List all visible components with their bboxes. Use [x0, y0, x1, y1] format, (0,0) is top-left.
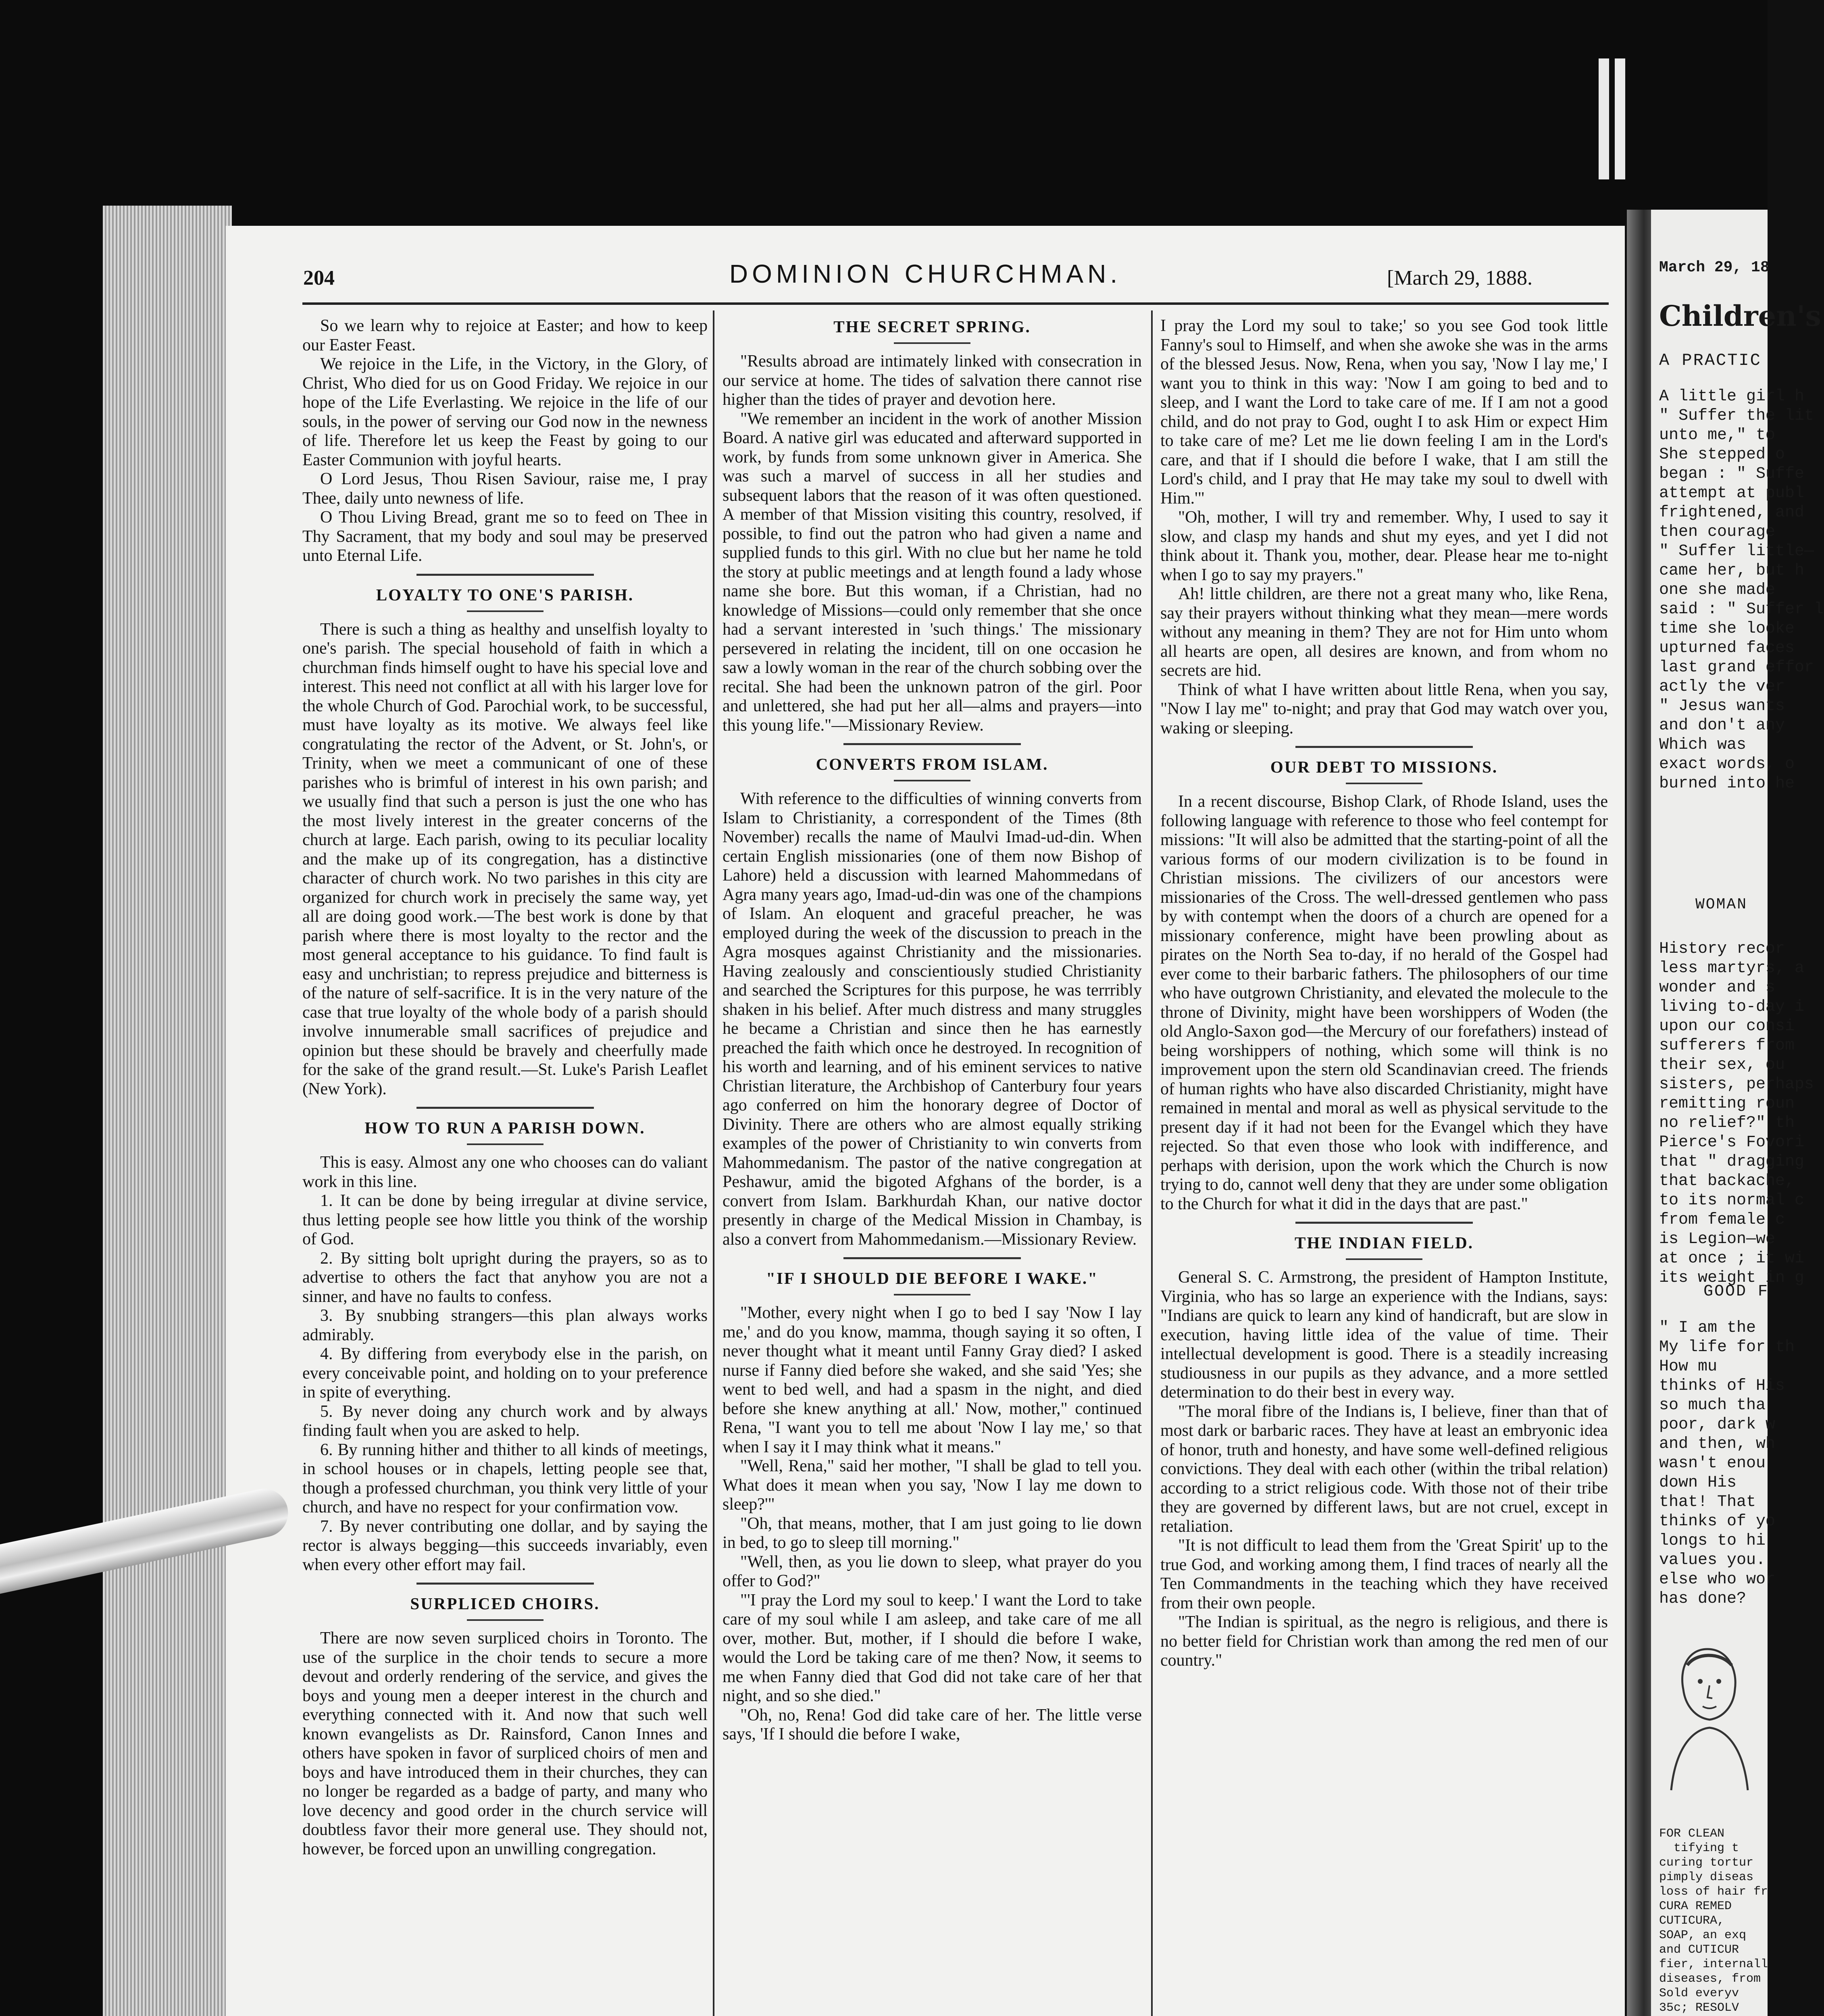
- facing-page-subheading: A PRACTIC: [1659, 351, 1762, 370]
- loyalty-paragraph: There is such a thing as healthy and unselfish loyalty to one's parish. The special household of faith in which a churchman finds himself ought to have his special love and interest. This need not conflict at all with his larger love for the whole Church of God. Parochial work, to be successful, must have loyalty as its motive. We always feel like congratulating the rector of the Advent, or St. John's, or Trinity, when we meet a communicant of one of these parishes who is brimful of interest in his own parish; and we usually find that such a person is just the one who has the most lively interest in the greater concerns of the church at large. Each parish, owing to its peculiar locality and the make up of its congregation, has a distinctive character of church work. No two parishes in this city are organized for church work in precisely the same way, yet all are doing good work.—The best work is done by that parish where there is most loyalty to the rector and the most general acceptance to his guidance. To find fault is easy and unchristian; to repress prejudice and bitterness is of the nature of self-sacrifice. It is in the very nature of the case that true loyalty of the whole body of a parish should involve innumerable small sacrifices of prejudice and opinion but these should be bravely and cheerfully made for the sake of the grand result.—St. Luke's Parish Leaflet (New York).: [302, 620, 708, 1098]
- parish-down-item: 7. By never contributing one dollar, and by saying the rector is always begging—this succeeds invariably, even when every other effort may fail.: [302, 1517, 708, 1574]
- facing-page-heading: GOOD F: [1703, 1283, 1769, 1301]
- loyalty-heading: LOYALTY TO ONE'S PARISH.: [376, 585, 634, 604]
- heading-rule: [894, 1294, 970, 1295]
- choirs-paragraph: There are now seven surpliced choirs in Toronto. The use of the surplice in the choir tends to secure a more devout and orderly rendering of the service, and gives the boys and young men a deeper interest in the church and everything connected with it. And now that such well known evangelists as Dr. Rainsford, Canon Innes and others have spoken in favor of surpliced choirs of men and boys and have introduced them in their churches, they can no longer be regarded as a badge of party, and many who love decency and good order in the church service will doubtless favor their more general use. They should not, however, be forced upon an unwilling congregation.: [302, 1629, 708, 1858]
- wake-paragraph: "Oh, no, Rena! God did take care of her. The little verse says, 'If I should die before I wake,: [723, 1706, 1142, 1743]
- parish-down-item: 3. By snubbing strangers—this plan always works admirably.: [302, 1306, 708, 1344]
- wake-paragraph: "Well, Rena," said her mother, "I shall be glad to tell you. What does it mean when you say, 'Now I lay me down to sleep?'": [723, 1457, 1142, 1514]
- wake-continued-paragraph: Ah! little children, are there not a great many who, like Rena, say their prayers without thinking what they mean—mere words without any meaning in them? They are not for Him unto whom all hearts are open, all desires are known, and from whom no secrets are hid.: [1160, 585, 1608, 680]
- section-rule: [416, 1107, 594, 1109]
- facing-page-text: " I am the My life for th How mu thinks of His so much tha poor, dark w and then, wh wasn't enou down His that! That thinks of yo longs to hi values you. else who wor has done?: [1659, 1319, 1795, 1608]
- facing-page-heading: WOMAN: [1695, 896, 1748, 913]
- debt-paragraph: In a recent discourse, Bishop Clark, of Rhode Island, uses the following language with reference to those who feel contempt for missions: "It will also be admitted that the starting-point of all the various forms of our modern civilization is to be found in Christian missions. The civilizers of our ancestors were missionaries of the Cross. The well-dressed gentlemen who pass by with contempt when the doors of a church are opened for a missionary conference, might have been prowling about as pirates on the North Sea to-day, if no herald of the Gospel had ever come to their barbaric fathers. The philosophers of our time who have outgrown Christianity, and elevated the molecule to the throne of Divinity, might have been worshippers of Woden (the old Anglo-Saxon god—the Mercury of our forefathers) instead of being worshippers of nothing, which some will think is no improvement upon the stern old Scandinavian creed. The friends of human rights who have also discarded Christianity, might have remained in mental and moral as well as physical servitude to the present day if it had not been for the Evangel which they have rejected. So that even those who look with indifference, and perhaps with derision, upon the work which the Church is now trying to do, cannot well deny that they are under some obligation to the Church for what it did in the days that are past.": [1160, 792, 1608, 1213]
- heading-rule: [467, 1619, 543, 1621]
- parish-down-item: 1. It can be done by being irregular at divine service, thus letting people see how little you think of the worship of God.: [302, 1191, 708, 1248]
- wake-continued-paragraph: I pray the Lord my soul to take;' so you see God took little Fanny's soul to Himself, and when she awoke she was in the arms of the blessed Jesus. Now, Rena, when you say, 'Now I lay me,' I want you to think in this way: 'Now I am going to bed and to sleep, and I want the Lord to take care of me. If I am not a good child, and do not pray to God, ought I to ask Him or expect Him to take care of me? Let me lie down feeling I am in the Lord's care, and that if I should die before I wake, that I am still the Lord's child, and I pray that He may take my soul to dwell with Him.'": [1160, 317, 1608, 508]
- indian-field-paragraph: "The moral fibre of the Indians is, I believe, finer than that of most dark or barbaric races. They have at least an embryonic idea of honor, truth and honesty, and have some well-defined religious convictions. They deal with each other (within the tribal relation) according to a strict religious code. With those not of their tribe they are governed by different laws, but are not cruel, except in retaliation.: [1160, 1402, 1608, 1536]
- facing-page-advertisement: FOR CLEAN tifying t curing tortur pimply diseas loss of hair fr CURA REMED CUTICURA, SOAP, an exq and CUTICUR fier, internall diseases, from Sold everyv 35c; RESOLV: [1659, 1827, 1768, 2015]
- portrait-illustration: [1663, 1637, 1764, 1790]
- indian-field-paragraph: "It is not difficult to lead them from the 'Great Spirit' up to the true God, and working among them, I find traces of nearly all the Ten Commandments in the teaching which they have received from their own people.: [1160, 1536, 1608, 1612]
- facing-page: [1651, 210, 1824, 2016]
- wake-continued-paragraph: "Oh, mother, I will try and remember. Why, I used to say it slow, and clasp my hands and shut my eyes, and yet I did not think about it. Thank you, mother, dear. Please hear me to-night when I go to say my prayers.": [1160, 508, 1608, 584]
- wake-continued-paragraph: Think of what I have written about little Rena, when you say, "Now I lay me" to-night; and pray that God may watch over you, waking or sleeping.: [1160, 680, 1608, 737]
- islam-heading: CONVERTS FROM ISLAM.: [816, 755, 1049, 773]
- binding-mark: [1615, 58, 1625, 179]
- column-rule: [713, 310, 714, 2016]
- facing-page-date: March 29, 18: [1659, 259, 1770, 276]
- easter-paragraph: We rejoice in the Life, in the Victory, in the Glory, of Christ, Who died for us on Good Friday. We rejoice in our hope of the Life Everlasting. We rejoice in the life of our souls, in the power of serving our God now in the newness of life. Therefore let us keep the Feast by going to our Easter Communion with joyful hearts.: [302, 355, 708, 469]
- parish-down-paragraph: This is easy. Almost any one who chooses can do valiant work in this line.: [302, 1153, 708, 1191]
- heading-rule: [894, 780, 970, 781]
- column-2: [723, 317, 1142, 2016]
- newspaper-page: [226, 226, 1625, 2016]
- facing-page-text: A little girl h " Suffer the lit unto me," to She stepped o began : " Suffe attempt at publ frightened, and then courage " Suffer little— came her, but h one she made said : " Suffer l time she looke upturned faces last grand effor actly the ver " Jesus wants and don't any Which was exact words, o burned into he: [1659, 387, 1824, 793]
- parish-down-item: 6. By running hither and thither to all kinds of meetings, in school houses or in chapels, letting people see that, though a professed churchman, you think very little of your church, and have no respect for your confirmation vow.: [302, 1440, 708, 1516]
- facing-page-title: Children's: [1659, 299, 1821, 333]
- secret-spring-heading: THE SECRET SPRING.: [833, 317, 1031, 336]
- heading-rule: [467, 610, 543, 612]
- section-rule: [416, 574, 594, 576]
- heading-rule: [1346, 1258, 1422, 1260]
- parish-down-item: 2. By sitting bolt upright during the prayers, so as to advertise to others the fact that anyhow you are not a sinner, and have no faults to confess.: [302, 1249, 708, 1306]
- heading-rule: [894, 342, 970, 344]
- indian-field-paragraph: General S. C. Armstrong, the president of Hampton Institute, Virginia, who has so large an experience with the Indians, says: "Indians are quick to learn any kind of handicraft, but are slow in execution, having little idea of the value of time. Their intellectual development is good. There is a steadily increasing studiousness in our pupils as they advance, and a more settled determination to do their best in every way.: [1160, 1268, 1608, 1402]
- wake-paragraph: "Oh, that means, mother, that I am just going to lie down in bed, to go to sleep till morning.": [723, 1514, 1142, 1552]
- wake-paragraph: "Well, then, as you lie down to sleep, what prayer do you offer to God?": [723, 1552, 1142, 1590]
- secret-spring-paragraph: "Results abroad are intimately linked with consecration in our service at home. The tides of salvation there cannot rise higher than the tides of prayer and devotion here.: [723, 352, 1142, 409]
- section-rule: [843, 743, 1021, 745]
- secret-spring-paragraph: "We remember an incident in the work of another Mission Board. A native girl was educated and afterward supported in work, by funds from some unknown giver in America. She was such a marvel of success in all her studies and subsequent labors that the reason of it was often questioned. A member of that Mission visiting this country, resolved, if possible, to find out the patron who had given a name and supplied funds to this girl. With no clue but her name he told the story at public meetings and at length found a lady whose name she bore. But this woman, if a Christian, had no knowledge of Missions—could only remember that she once had a servant interested in 'such things.' The missionary persevered in relating the incident, till on one occasion he saw a lowly woman in the rear of the church sobbing over the recital. She had been the unknown patron of the girl. Poor and unlettered, she had put her all—alms and prayers—into this young life."—Missionary Review.: [723, 409, 1142, 735]
- section-rule: [1295, 1222, 1473, 1224]
- easter-prayer: O Thou Living Bread, grant me so to feed on Thee in Thy Sacrament, that my body and soul may be preserved unto Eternal Life.: [302, 508, 708, 565]
- wake-paragraph: "Mother, every night when I go to bed I say 'Now I lay me,' and do you know, mamma, though saying it so often, I never thought what it meant until Fanny Gray died? I asked nurse if Fanny died before she waked, and she said 'Yes; she went to bed well, and had a spasm in the night, and died before she knew anything at all.' Now, mother," continued Rena, "I want you to tell me about 'Now I lay me,' so that when I say it I may think what it means.": [723, 1304, 1142, 1456]
- column-3: [1160, 317, 1608, 2016]
- section-rule: [1295, 746, 1473, 748]
- section-rule: [416, 1583, 594, 1585]
- column-rule: [1151, 310, 1153, 2016]
- section-rule: [843, 1257, 1021, 1259]
- islam-paragraph: With reference to the difficulties of winning converts from Islam to Christianity, a correspondent of the Times (8th November) recalls the name of Maulvi Imad-ud-din. When certain English missionaries (one of them now Bishop of Lahore) held a discussion with learned Mahommedans of Agra many years ago, Imad-ud-din was one of the champions of Islam. An eloquent and graceful preacher, he was employed during the week of the discussion to preach in the Agra mosques against Christianity and the missionaries. Having zealously and conscientiously studied Christianity and searched the Scriptures for this purpose, he was terrribly shaken in his belief. After much distress and many struggles he became a Christian and since then he has earnestly preached the faith which once he destroyed. In recognition of his worth and learning, and of his eminent services to native Christian literature, the Archbishop of Canterbury four years ago conferred on him the honorary degree of Doctor of Divinity. There are others who are almost equally striking examples of the power of Christianity to win converts from Mahommedanism. The pastor of the native congregation at Peshawur, amid the bigoted Afghans of the border, is a convert from Islam. Barkhurdah Khan, our native doctor presently in charge of the Medical Mission in Chambay, is also a convert from Mahommedanism.—Missionary Review.: [723, 789, 1142, 1249]
- easter-paragraph: So we learn why to rejoice at Easter; and how to keep our Easter Feast.: [302, 317, 708, 354]
- book-page-edges: [103, 206, 232, 2016]
- heading-rule: [1346, 783, 1422, 784]
- issue-date: [March 29, 1888.: [1387, 267, 1533, 289]
- binding-mark: [1599, 58, 1609, 179]
- header-rule: [302, 302, 1609, 305]
- choirs-heading: SURPLICED CHOIRS.: [410, 1594, 600, 1613]
- facing-page-text: History recor less martyrs, a wonder and s living to-day i upon our consi sufferers from their sex, ou sisters, perhaps remitting roun no relief?" th Pierce's Fovori that " dragging that backache, to its normal c from female c is Legion—we at once ; it wi its weight in g: [1659, 940, 1814, 1287]
- wake-paragraph: "'I pray the Lord my soul to keep.' I want the Lord to take care of my soul while I am asleep, and take care of me all over, mother. But, mother, if I should die before I wake, would the Lord be taking care of me then? Now, it seems to me when Fanny died that God did not take care of her that night, and so she died.": [723, 1591, 1142, 1705]
- parish-down-item: 4. By differing from everybody else in the parish, on every conceivable point, and holding on to your preference in spite of everything.: [302, 1345, 708, 1402]
- indian-field-heading: THE INDIAN FIELD.: [1295, 1233, 1474, 1252]
- heading-rule: [467, 1143, 543, 1145]
- parish-down-item: 5. By never doing any church work and by always finding fault when you are asked to help.: [302, 1402, 708, 1440]
- page-number: 204: [303, 267, 335, 289]
- masthead: DOMINION CHURCHMAN.: [729, 259, 1122, 288]
- debt-heading: OUR DEBT TO MISSIONS.: [1270, 758, 1498, 776]
- wake-heading: "IF I SHOULD DIE BEFORE I WAKE.": [766, 1269, 1098, 1287]
- indian-field-paragraph: "The Indian is spiritual, as the negro is religious, and there is no better field for Christian work than among the red men of our country.": [1160, 1613, 1608, 1670]
- easter-prayer: O Lord Jesus, Thou Risen Saviour, raise me, I pray Thee, daily unto newness of life.: [302, 470, 708, 508]
- parish-down-heading: HOW TO RUN A PARISH DOWN.: [364, 1118, 645, 1137]
- column-1: [302, 317, 708, 2016]
